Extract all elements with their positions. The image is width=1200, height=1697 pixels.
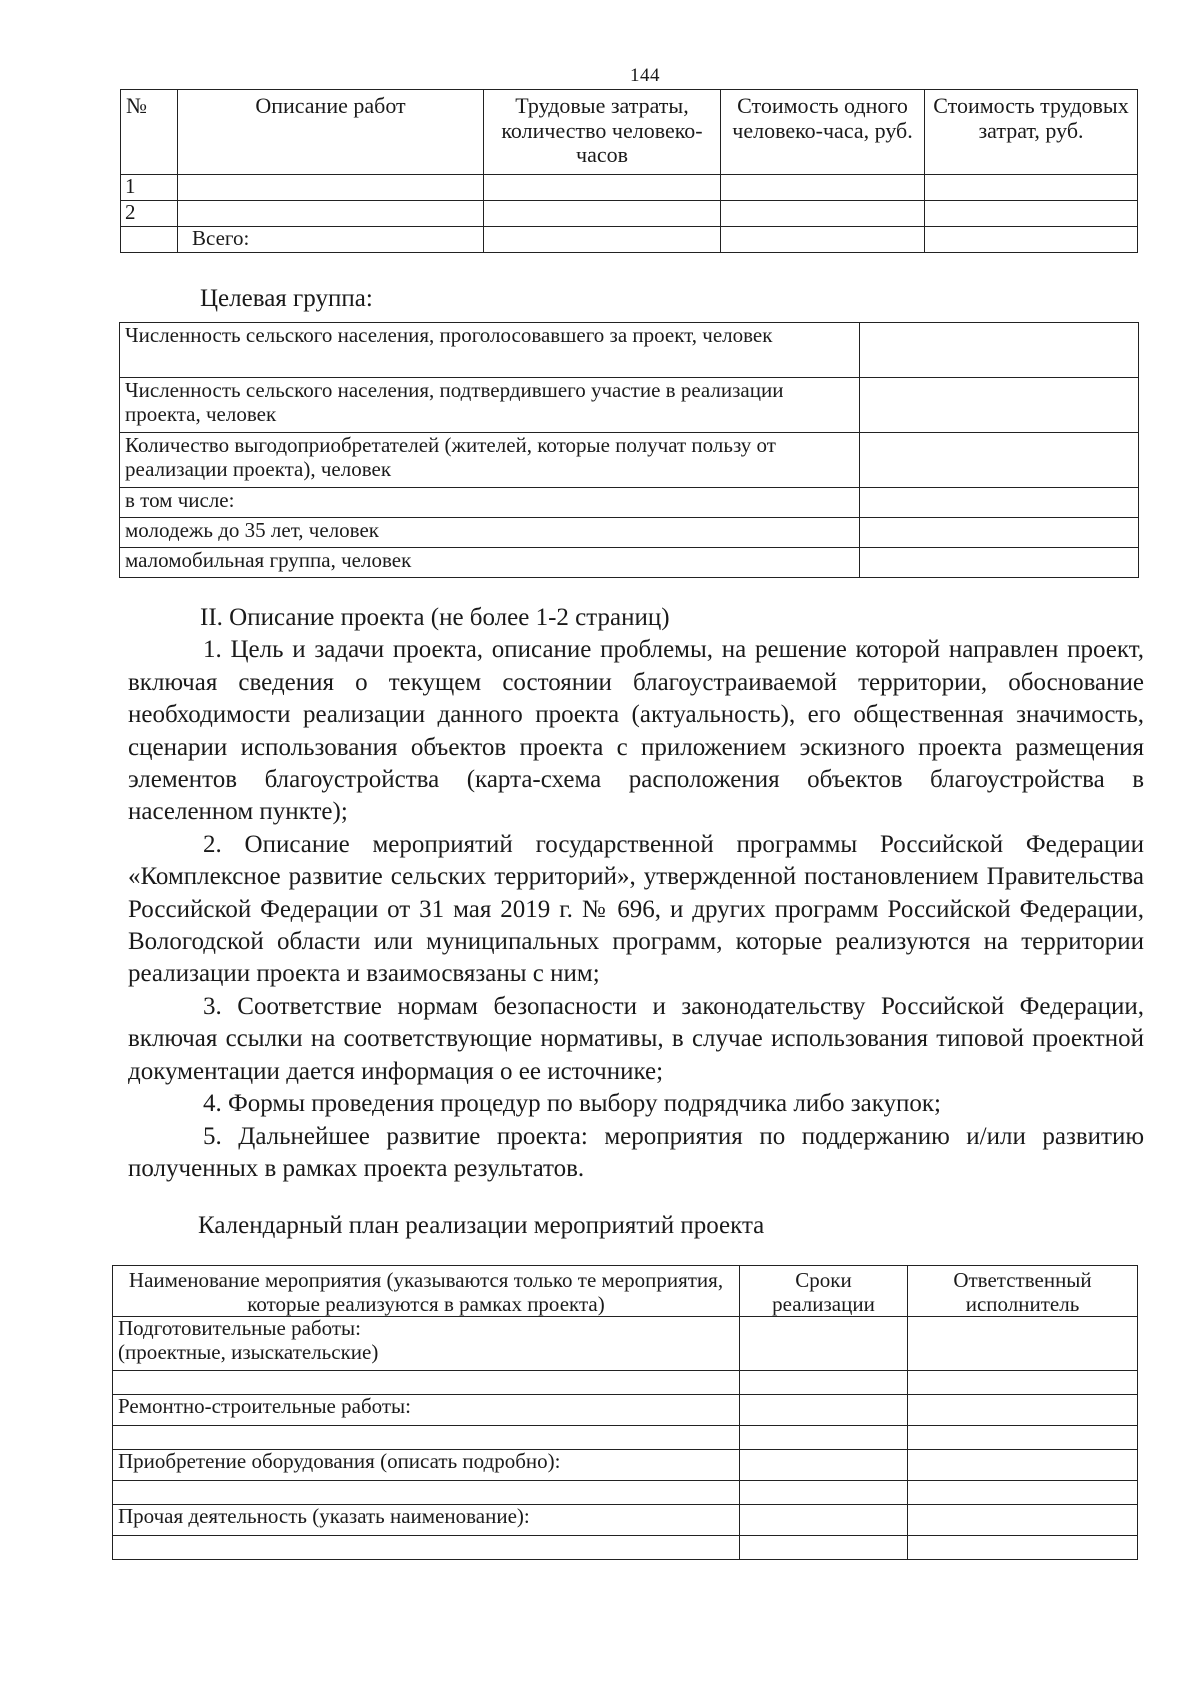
activity-input[interactable]	[113, 1426, 740, 1450]
description-item: 5. Дальнейшее развитие проекта: мероприятия по поддержанию и/или развитию полученных в рамках проекта результатов.	[128, 1122, 1144, 1182]
total-label: Всего:	[178, 227, 484, 253]
target-group-title: Целевая группа:	[200, 285, 373, 312]
table-header-row	[113, 1266, 1138, 1317]
table-cell[interactable]	[740, 1450, 908, 1481]
table-cell[interactable]	[740, 1371, 908, 1395]
table-row	[113, 1371, 1138, 1395]
table-row	[120, 378, 1139, 433]
target-row-value[interactable]	[860, 323, 1139, 378]
target-row-value[interactable]	[860, 518, 1139, 548]
table-row	[120, 488, 1139, 518]
column-header-total-cost: Стоимость трудовых затрат, руб.	[925, 90, 1138, 175]
target-group-table	[119, 322, 1139, 578]
row-number: 1	[121, 175, 178, 201]
table-row	[120, 433, 1139, 488]
table-cell[interactable]	[925, 201, 1138, 227]
calendar-plan-table	[112, 1265, 1138, 1560]
description-item: 1. Цель и задачи проекта, описание проблемы, на решение которой направлен проект, включая сведения о текущем состоянии благоустраиваемой территории, обоснование необходимости реализации данного проекта (актуальность), его общественная значимость, сценарии использования объектов проекта с приложением эскизного проекта размещения элементов благоустройства (карта-схема расположения объектов благоустройства в населенном пункте);	[128, 636, 1144, 826]
table-cell[interactable]	[721, 175, 925, 201]
column-header-hour-cost: Стоимость одного человеко-часа, руб.	[721, 90, 925, 175]
table-cell[interactable]	[740, 1395, 908, 1426]
table-row	[120, 548, 1139, 578]
activity-label: Подготовительные работы: (проектные, изыскательские)	[113, 1317, 740, 1371]
labor-cost-table	[120, 89, 1138, 253]
activity-label: Ремонтно-строительные работы:	[113, 1395, 740, 1426]
description-item: 3. Соответствие нормам безопасности и законодательству Российской Федерации, включая ссылки на соответствующие нормативы, в случае использования типовой проектной документации дается информация о ее источнике;	[128, 992, 1144, 1085]
table-row	[120, 518, 1139, 548]
table-cell[interactable]	[908, 1426, 1138, 1450]
project-description-section	[128, 602, 1144, 1185]
table-cell	[121, 227, 178, 253]
table-row	[113, 1450, 1138, 1481]
row-number: 2	[121, 201, 178, 227]
table-cell[interactable]	[484, 175, 721, 201]
calendar-plan-title: Календарный план реализации мероприятий проекта	[198, 1212, 765, 1239]
table-cell[interactable]	[178, 175, 484, 201]
description-item: 2. Описание мероприятий государственной программы Российской Федерации «Комплексное развитие сельских территорий», утвержденной постановлением Правительства Российской Федерации от 31 мая 2019 г. № 696, и других программ Российской Федерации, Вологодской области или муниципальных программ, которые реализуются на территории реализации проекта и взаимосвязаны с ним;	[128, 830, 1144, 988]
target-row-label: Количество выгодоприобретателей (жителей, которые получат пользу от реализации проекта), человек	[120, 433, 860, 488]
activity-label: Прочая деятельность (указать наименование):	[113, 1505, 740, 1536]
activity-label: Приобретение оборудования (описать подробно):	[113, 1450, 740, 1481]
table-cell[interactable]	[925, 175, 1138, 201]
page-number: 144	[630, 65, 660, 86]
table-cell[interactable]	[908, 1450, 1138, 1481]
table-cell[interactable]	[484, 227, 721, 253]
table-cell[interactable]	[908, 1536, 1138, 1560]
table-cell[interactable]	[908, 1395, 1138, 1426]
description-item: 4. Формы проведения процедур по выбору подрядчика либо закупок;	[203, 1090, 941, 1118]
table-cell[interactable]	[178, 201, 484, 227]
target-row-value[interactable]	[860, 488, 1139, 518]
table-cell[interactable]	[908, 1371, 1138, 1395]
target-row-label: в том числе:	[120, 488, 860, 518]
table-cell[interactable]	[740, 1505, 908, 1536]
table-header-row	[121, 90, 1138, 175]
table-cell[interactable]	[484, 201, 721, 227]
table-cell[interactable]	[908, 1317, 1138, 1371]
column-header-description: Описание работ	[178, 90, 484, 175]
target-row-value[interactable]	[860, 378, 1139, 433]
target-row-value[interactable]	[860, 548, 1139, 578]
target-row-label: Численность сельского населения, подтвердившего участие в реализации проекта, человек	[120, 378, 860, 433]
column-header-responsible: Ответственный исполнитель	[908, 1266, 1138, 1317]
table-cell[interactable]	[721, 227, 925, 253]
activity-input[interactable]	[113, 1481, 740, 1505]
table-row	[120, 323, 1139, 378]
column-header-labor-hours: Трудовые затраты, количество человеко-часов	[484, 90, 721, 175]
table-row	[113, 1317, 1138, 1371]
target-row-label: Численность сельского населения, проголосовавшего за проект, человек	[120, 323, 860, 378]
target-row-label: маломобильная группа, человек	[120, 548, 860, 578]
table-cell[interactable]	[740, 1536, 908, 1560]
target-row-label: молодежь до 35 лет, человек	[120, 518, 860, 548]
activity-input[interactable]	[113, 1371, 740, 1395]
section-title: II. Описание проекта (не более 1-2 страниц)	[200, 604, 670, 631]
table-total-row	[121, 227, 1138, 253]
target-row-value[interactable]	[860, 433, 1139, 488]
table-row	[113, 1481, 1138, 1505]
activity-input[interactable]	[113, 1536, 740, 1560]
table-row	[113, 1395, 1138, 1426]
table-cell[interactable]	[908, 1505, 1138, 1536]
column-header-deadline: Сроки реализации	[740, 1266, 908, 1317]
table-cell[interactable]	[740, 1481, 908, 1505]
table-row	[121, 201, 1138, 227]
table-row	[113, 1505, 1138, 1536]
table-row	[113, 1536, 1138, 1560]
table-row	[113, 1426, 1138, 1450]
table-cell[interactable]	[925, 227, 1138, 253]
table-cell[interactable]	[908, 1481, 1138, 1505]
table-cell[interactable]	[740, 1426, 908, 1450]
column-header-number: №	[121, 90, 178, 175]
table-cell[interactable]	[721, 201, 925, 227]
column-header-activity: Наименование мероприятия (указываются только те мероприятия, которые реализуются в рамках проекта)	[113, 1266, 740, 1317]
table-cell[interactable]	[740, 1317, 908, 1371]
table-row	[121, 175, 1138, 201]
